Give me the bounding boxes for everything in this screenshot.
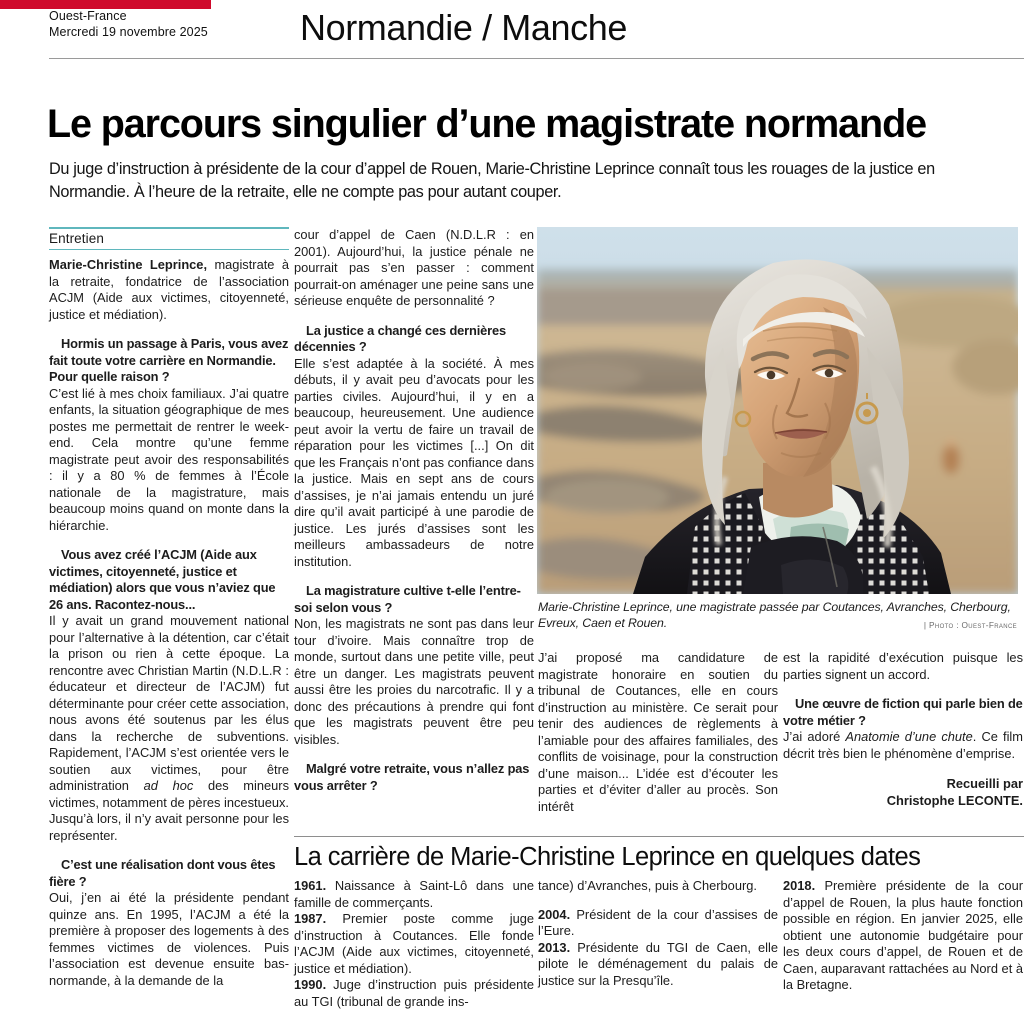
kicker-label: Entretien [49, 230, 104, 246]
answer-6: J’ai proposé ma candidature de magistrate honoraire en soutien du tribunal de Coutances, elle en cours d’instruction au ministère. Ce serait pour tenir des audiences de règlements à l’amiable pour des affaires familiales, des conflits de voisinage, pour la construction d’une maison... L’idée est d’écouter les parties et d’éviter d’aller au procès. Son intérêt [538, 650, 778, 814]
answer-7-part-1: J’ai adoré [783, 729, 846, 744]
column-4-body [783, 650, 1023, 809]
answer-3: Oui, j’en ai été la présidente pendant quinze ans. En 1995, l’ACJM a été la première à proposer des logements à des femmes victimes de violences. Puis l’association est devenue ensuite bas-normande, à la demande de la [49, 890, 289, 988]
paragraph-gap [49, 323, 289, 336]
timeline-text: Président de la cour d’assises de l’Eure. [538, 906, 778, 938]
timeline-text: Première présidente de la cour d’appel de Rouen, la plus haute fonction possible en région. En janvier 2025, elle obtient une autonomie budgétaire pour les deux cours d’appel, de Rouen et de Caen, auparavant rattachées au Nord et à la Bretagne. [783, 878, 1023, 992]
timeline-entry [538, 940, 778, 990]
timeline-year: 2018. [783, 878, 816, 893]
question-6: Malgré votre retraite, vous n’allez pas vous arrêter ? [294, 761, 530, 793]
answer-3-continued: cour d’appel de Caen (N.D.L.R : en 2001). Aujourd’hui, la justice pénale ne pourrait pas s’en passer : comment pourrait-on aménager une peine sans une sérieuse enquête de personnalité ? [294, 227, 534, 308]
answer-7-italic-title: Anatomie d’une chute [845, 729, 973, 744]
column-2-body [294, 227, 534, 794]
timeline-entry-continued: tance) d’Avranches, puis à Cherbourg. [538, 878, 757, 893]
timeline-entry [294, 911, 534, 977]
timeline-entry [294, 878, 534, 911]
standfirst: Du juge d’instruction à présidente de la cour d’appel de Rouen, Marie-Christine Leprince connaît tous les rouages de la justice en Normandie. À l’heure de la retraite, elle ne compte pas pour autant couper. [49, 160, 935, 202]
answer-6-continued: est la rapidité d’exécution puisque les parties signent un accord. [783, 650, 1023, 682]
article-column-3 [538, 650, 778, 815]
paragraph-gap [294, 310, 534, 323]
timeline-year: 2004. [538, 906, 571, 922]
question-4: La justice a changé ces dernières décennies ? [294, 322, 506, 354]
timeline-entry [538, 907, 778, 940]
question-2: Vous avez créé l’ACJM (Aide aux victimes, citoyenneté, justice et médiation) alors que vous n’aviez que 26 ans. Racontez-nous... [49, 547, 276, 612]
timeline-column-1-body [294, 878, 534, 1010]
paragraph-gap [294, 748, 534, 761]
portrait-photo-graphic [537, 227, 1018, 594]
article-column-2 [294, 227, 534, 794]
lede-rest: magistrate à la retraite, fondatrice de l’association ACJM (Aide aux victimes, citoyenneté, justice et médiation). [49, 257, 289, 322]
timeline-entry [294, 977, 534, 1010]
byline-line-2: Christophe LECONTE. [886, 792, 1023, 808]
timeline-text: Juge d’instruction puis présidente au TGI (tribunal de grande ins- [294, 977, 534, 1009]
section-title: Normandie / Manche [300, 7, 627, 48]
timeline-entry [783, 878, 1023, 994]
answer-2 [49, 613, 289, 844]
answer-4: Elle s’est adaptée à la société. À mes débuts, il y avait peu d’avocats pour les parties civiles. Aujourd’hui, il y en a beaucoup, heureusement. Une audience peut avoir la vertu de faire un travail de réparation pour les victimes [...] On dit que les Français n’ont pas confiance dans la justice. Mais en sept ans de cours d’assises, je n’ai jamais entendu un juré dire qu’il avait participé à une parodie de justice. Les jurés d’assises sont les meilleurs ambassadeurs de notre institution. [294, 355, 534, 569]
timeline-divider [294, 836, 1024, 837]
paragraph-gap [538, 895, 778, 907]
page-title: Le parcours singulier d’une magistrate normande [47, 102, 926, 146]
header-divider [49, 58, 1024, 59]
byline [783, 776, 1023, 809]
answer-7 [783, 729, 1023, 762]
article-column-1 [49, 227, 289, 989]
answer-2-italic: ad hoc [143, 778, 194, 793]
timeline-year: 1987. [294, 911, 327, 926]
timeline-column-2-body [538, 878, 778, 989]
timeline-year: 1961. [294, 878, 327, 893]
paragraph-gap [783, 683, 1023, 696]
question-5: La magistrature cultive t-elle l’entre-soi selon vous ? [294, 583, 521, 615]
paper-name: Ouest-France [49, 9, 127, 23]
question-3: C’est une réalisation dont vous êtes fière ? [49, 857, 276, 889]
answer-2-part-1: Il y avait un grand mouvement national pour l’alternative à la détention, car c’était la prison ou rien à cette époque. La rencontre avec Christian Martin (N.D.L.R : éducateur et directeur de l’ACJM) fut déterminante pour créer cette association, nous avons été soutenus par les élus dans la recherche de subventions. Rapidement, l’ACJM s’est orientée vers le soutien aux victimes, pour être administration [49, 613, 289, 793]
column-3-body [538, 650, 778, 815]
timeline-column-3 [783, 878, 1023, 994]
kicker-rule-bottom [49, 249, 289, 251]
timeline-title: La carrière de Marie-Christine Leprince en quelques dates [294, 843, 921, 871]
timeline-text: Présidente du TGI de Caen, elle pilote le déménagement du palais de justice sur la Presqu’île. [538, 939, 778, 988]
answer-2-part-2: des mineurs victimes, notamment de pères incestueux. Jusqu’à lors, il n’y avait personne pour les représenter. [49, 778, 289, 843]
lede-paragraph [49, 257, 289, 323]
column-1-body [49, 257, 289, 989]
photo-credit: | Photo : Ouest-France [923, 620, 1017, 630]
article-photo [537, 227, 1018, 594]
paragraph-gap [49, 534, 289, 547]
timeline-text: Premier poste comme juge d’instruction à Coutances. Elle fonde l’ACJM (Aide aux victimes, citoyenneté, justice et médiation). [294, 911, 534, 976]
kicker-block [49, 227, 289, 250]
answer-1: C’est lié à mes choix familiaux. J’ai quatre enfants, la situation géographique de mes postes me permettait de rentrer le week-end. Cela montre qu’une femme magistrate peut avoir des responsabilités : il y a 80 % de femmes à l’École nationale de la magistrature, mais beaucoup moins quand on monte dans la hiérarchie. [49, 385, 289, 533]
question-1: Hormis un passage à Paris, vous avez fait toute votre carrière en Normandie. Pour quelle raison ? [49, 336, 289, 384]
answer-7-part-2: . Ce film décrit très bien le phénomène d’emprise. [783, 729, 1023, 761]
timeline-column-1 [294, 878, 534, 1010]
timeline-column-3-body [783, 878, 1023, 994]
masthead [49, 8, 208, 40]
paragraph-gap [294, 570, 534, 583]
answer-5: Non, les magistrats ne sont pas dans leur tour d’ivoire. Mais connaître trop de monde, surtout dans une petite ville, peut être un danger. Les magistrats peuvent aussi être les proies du narcotrafic. Il y a donc des précautions à prendre qui font que les magistrats peuvent être peu visibles. [294, 616, 534, 747]
byline-line-1: Recueilli par [946, 776, 1023, 791]
timeline-year: 1990. [294, 977, 327, 992]
timeline-year: 2013. [538, 939, 571, 955]
lede-name: Marie-Christine Leprince, [49, 257, 208, 272]
paragraph-gap [49, 844, 289, 857]
article-column-4 [783, 650, 1023, 809]
timeline-column-2 [538, 878, 778, 989]
publication-date: Mercredi 19 novembre 2025 [49, 25, 208, 39]
photo-caption: Marie-Christine Leprince, une magistrate passée par Coutances, Avranches, Cherbourg, Evreux, Caen et Rouen. [538, 600, 1011, 630]
question-7: Une œuvre de fiction qui parle bien de votre métier ? [783, 696, 1023, 728]
timeline-text: Naissance à Saint-Lô dans une famille de commerçants. [294, 878, 534, 910]
